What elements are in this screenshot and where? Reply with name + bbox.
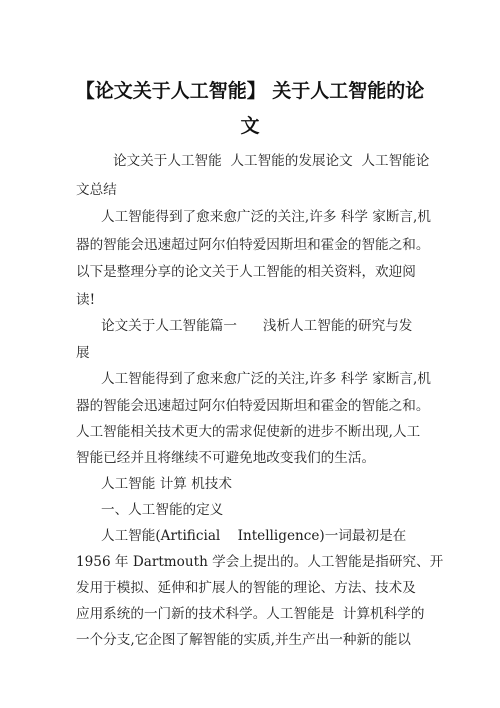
- definition-paragraph-line-1: 人工智能(Artificial Intelligence)一词最初是在: [101, 528, 407, 544]
- intro-paragraph-line-1: 人工智能得到了愈来愈广泛的关注,许多 科学 家断言,机: [101, 209, 431, 225]
- definition-paragraph-line-4: 应用系统的一门新的技术科学。人工智能是 计算机科学的: [76, 606, 425, 622]
- document-title-line-2: 文: [240, 115, 260, 137]
- intro-paragraph-line-2: 器的智能会迅速超过阿尔伯特爱因斯坦和霍金的智能之和。: [76, 237, 430, 253]
- body-paragraph-line-3: 人工智能相关技术更大的需求促使新的进步不断出现,人工: [76, 424, 421, 440]
- definition-paragraph-line-2: 1956 年 Dartmouth 学会上提出的。人工智能是指研究、开: [76, 554, 444, 570]
- section-heading-line-2: 展: [76, 345, 90, 361]
- body-paragraph-line-2: 器的智能会迅速超过阿尔伯特爱因斯坦和霍金的智能之和。: [76, 398, 430, 414]
- body-paragraph-line-4: 智能已经并且将继续不可避免地改变我们的生活。: [76, 450, 376, 466]
- intro-paragraph-line-4: 读!: [76, 292, 96, 308]
- intro-keywords-line-1: 论文关于人工智能 人工智能的发展论文 人工智能论: [113, 153, 430, 169]
- section-heading-line-1: 论文关于人工智能篇一 浅析人工智能的研究与发: [101, 318, 413, 334]
- keywords-line: 人工智能 计算 机技术: [101, 476, 232, 492]
- intro-paragraph-line-3: 以下是整理分享的论文关于人工智能的相关资料，欢迎阅: [76, 264, 416, 280]
- definition-heading: 一、人工智能的定义: [101, 502, 224, 518]
- definition-paragraph-line-3: 发用于模拟、延伸和扩展人的智能的理论、方法、技术及: [76, 580, 416, 596]
- body-paragraph-line-1: 人工智能得到了愈来愈广泛的关注,许多 科学 家断言,机: [101, 371, 431, 387]
- definition-paragraph-line-5: 一个分支,它企图了解智能的实质,并生产出一种新的能以: [76, 632, 411, 648]
- intro-keywords-line-2: 文总结: [76, 182, 117, 198]
- document-title-line-1: 【论文关于人工智能】 关于人工智能的论: [75, 80, 425, 102]
